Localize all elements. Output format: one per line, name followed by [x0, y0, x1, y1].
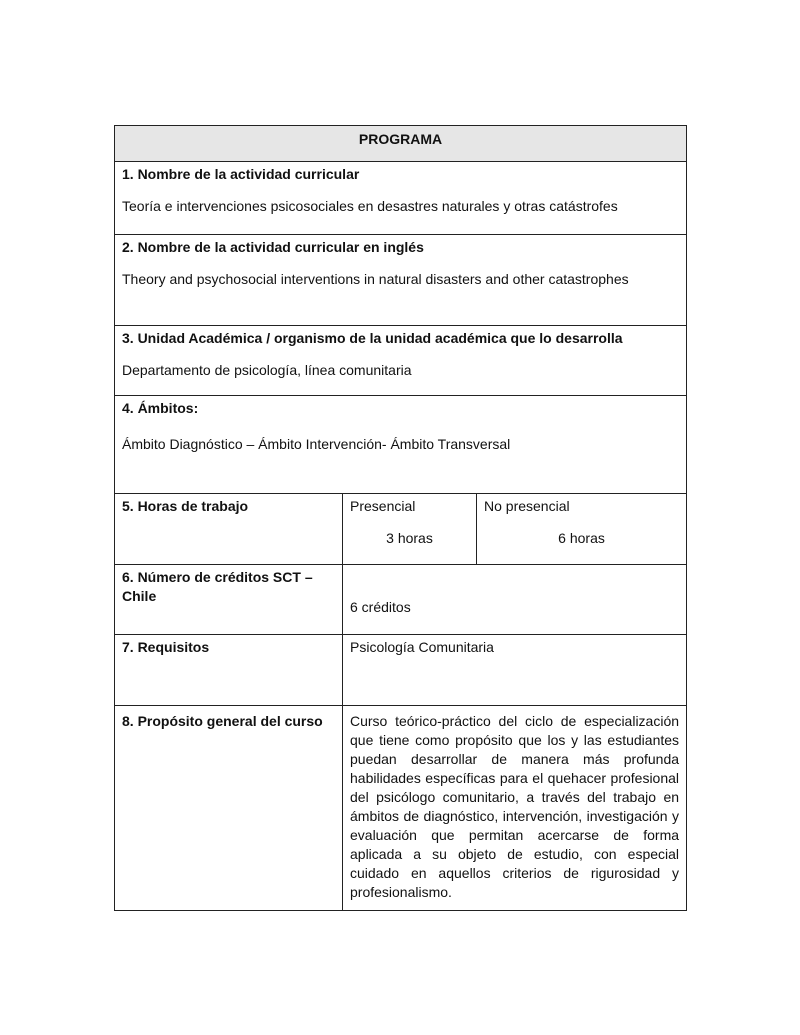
row-creditos [115, 565, 687, 635]
no-presencial-cell [477, 494, 687, 565]
row-unidad [115, 326, 687, 396]
row-nombre [115, 162, 687, 235]
unidad-label: 3. Unidad Académica / organismo de la unidad académica que lo desarrolla [122, 330, 623, 346]
row-horas [115, 494, 687, 565]
header-row [115, 126, 687, 162]
presencial-value: 3 horas [386, 530, 433, 546]
row-requisitos [115, 635, 687, 706]
requisitos-value: Psicología Comunitaria [343, 635, 687, 706]
ambitos-label: 4. Ámbitos: [122, 400, 199, 416]
nombre-label: 1. Nombre de la actividad curricular [122, 166, 360, 182]
unidad-value: Departamento de psicología, línea comunitaria [122, 362, 412, 378]
presencial-label: Presencial [350, 498, 416, 514]
row-ingles [115, 235, 687, 326]
row-proposito [115, 706, 687, 911]
presencial-cell [343, 494, 477, 565]
no-presencial-value: 6 horas [558, 530, 605, 546]
program-table [114, 125, 687, 911]
ambitos-value: Ámbito Diagnóstico – Ámbito Intervención- Ámbito Transversal [122, 436, 511, 452]
no-presencial-label: No presencial [484, 498, 570, 514]
creditos-value: 6 créditos [343, 565, 687, 635]
requisitos-label: 7. Requisitos [115, 635, 343, 706]
ingles-value: Theory and psychosocial interventions in natural disasters and other catastrophes [122, 271, 629, 287]
ingles-label: 2. Nombre de la actividad curricular en inglés [122, 239, 424, 255]
row-ambitos [115, 396, 687, 494]
table-header: PROGRAMA [115, 126, 687, 162]
nombre-value: Teoría e intervenciones psicosociales en desastres naturales y otras catástrofes [122, 198, 618, 214]
proposito-label: 8. Propósito general del curso [115, 706, 343, 911]
horas-label: 5. Horas de trabajo [115, 494, 343, 565]
creditos-label-line1: 6. Número de créditos SCT – [122, 569, 313, 585]
creditos-label-line2: Chile [122, 588, 157, 604]
proposito-value: Curso teórico-práctico del ciclo de especialización que tiene como propósito que los y las estudiantes puedan desarrollar de manera más profunda habilidades específicas para el quehacer profesional del psicólogo comunitario, a través del trabajo en ámbitos de diagnóstico, intervención, investigación y evaluación que permitan acercarse de forma aplicada a su objeto de estudio, con especial cuidado en aquellos criterios de rigurosidad y profesionalismo. [350, 713, 680, 900]
